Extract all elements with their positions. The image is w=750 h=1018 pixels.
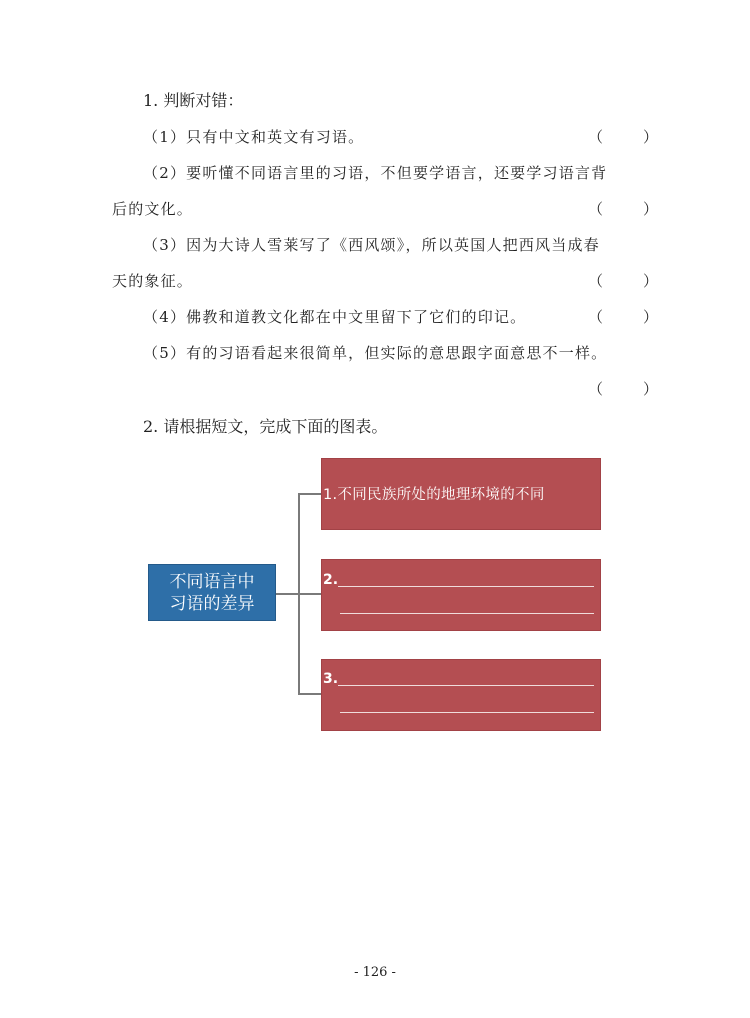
- center-box-line1: 不同语言中: [169, 572, 255, 592]
- answer-paren-3[interactable]: （ ）: [588, 272, 659, 290]
- answer-paren-2[interactable]: （ ）: [588, 200, 659, 218]
- center-box: [148, 564, 276, 621]
- connector-branch-2: [298, 593, 321, 595]
- page-number: - 126 -: [354, 965, 396, 980]
- answer-paren-4[interactable]: （ ）: [588, 308, 659, 326]
- answer-blank-2b[interactable]: [340, 613, 594, 614]
- statement-4: （4）佛教和道教文化都在中文里留下了它们的印记。: [143, 308, 527, 326]
- answer-paren-5[interactable]: （ ）: [588, 380, 659, 398]
- answer-blank-3b[interactable]: [340, 712, 594, 713]
- answer-blank-3a[interactable]: [338, 685, 594, 686]
- statement-5: （5）有的习语看起来很简单，但实际的意思跟字面意思不一样。: [143, 344, 608, 362]
- statement-3-line1: （3）因为大诗人雪莱写了《西风颂》，所以英国人把西风当成春: [143, 236, 600, 254]
- section-1-title: 1. 判断对错：: [143, 91, 244, 110]
- connector-branch-3: [298, 693, 321, 695]
- answer-blank-2a[interactable]: [338, 586, 594, 587]
- statement-2-line2: 后的文化。: [112, 200, 194, 218]
- branch-box-1: [321, 458, 601, 530]
- statement-2-line1: （2）要听懂不同语言里的习语，不但要学语言，还要学习语言背: [143, 164, 608, 182]
- branch-box-2-number: 2.: [323, 572, 339, 588]
- statement-1: （1）只有中文和英文有习语。: [143, 128, 365, 146]
- connector-branch-1: [298, 493, 321, 495]
- branch-box-3[interactable]: [321, 659, 601, 731]
- diagram: [143, 447, 606, 737]
- branch-box-2[interactable]: [321, 559, 601, 631]
- connector-main: [276, 593, 298, 595]
- branch-box-1-text: 1.不同民族所处的地理环境的不同: [323, 487, 545, 503]
- section-2-title: 2. 请根据短文，完成下面的图表。: [143, 417, 388, 436]
- statement-3-line2: 天的象征。: [112, 272, 194, 290]
- answer-paren-1[interactable]: （ ）: [588, 128, 659, 146]
- branch-box-3-number: 3.: [323, 671, 339, 687]
- center-box-line2: 习语的差异: [169, 594, 255, 614]
